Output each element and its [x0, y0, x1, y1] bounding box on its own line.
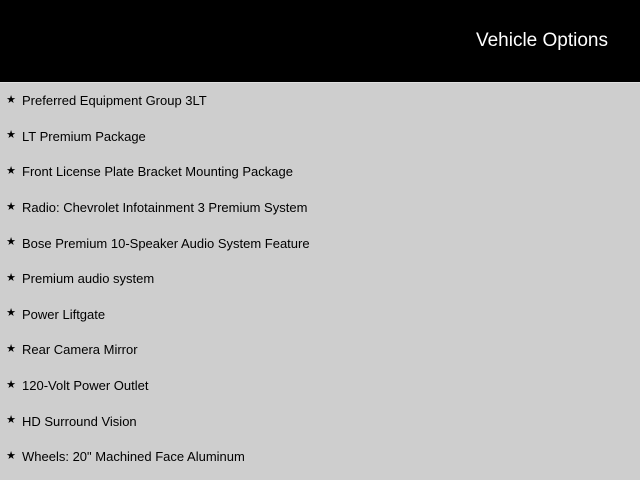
option-item	[0, 261, 310, 297]
header	[0, 0, 640, 83]
option-item	[0, 403, 310, 439]
star-icon: ★	[6, 378, 16, 391]
option-item	[0, 190, 310, 226]
vehicle-options-list	[0, 83, 310, 475]
star-icon: ★	[6, 307, 16, 320]
star-icon: ★	[6, 236, 16, 249]
option-item	[0, 225, 310, 261]
star-icon: ★	[6, 342, 16, 355]
option-item	[0, 83, 310, 119]
option-label: HD Surround Vision	[22, 413, 137, 429]
option-label: Wheels: 20" Machined Face Aluminum	[22, 449, 245, 465]
option-item	[0, 119, 310, 155]
star-icon: ★	[6, 129, 16, 142]
star-icon: ★	[6, 449, 16, 462]
option-label: 120-Volt Power Outlet	[22, 378, 149, 394]
option-item	[0, 332, 310, 368]
option-label: Front License Plate Bracket Mounting Package	[22, 164, 293, 180]
star-icon: ★	[6, 200, 16, 213]
option-label: Rear Camera Mirror	[22, 342, 138, 358]
option-item	[0, 154, 310, 190]
star-icon: ★	[6, 164, 16, 177]
option-label: Power Liftgate	[22, 306, 106, 322]
star-icon: ★	[6, 93, 16, 106]
option-label: Bose Premium 10-Speaker Audio System Feature	[22, 235, 310, 251]
option-item	[0, 368, 310, 404]
option-label: Radio: Chevrolet Infotainment 3 Premium System	[22, 200, 308, 216]
page-title: Vehicle Options	[475, 30, 608, 51]
star-icon: ★	[6, 271, 16, 284]
star-icon: ★	[6, 414, 16, 427]
option-item	[0, 297, 310, 333]
option-label: Preferred Equipment Group 3LT	[22, 93, 207, 109]
option-label: LT Premium Package	[22, 128, 146, 144]
option-label: Premium audio system	[22, 271, 155, 287]
option-item	[0, 439, 310, 475]
